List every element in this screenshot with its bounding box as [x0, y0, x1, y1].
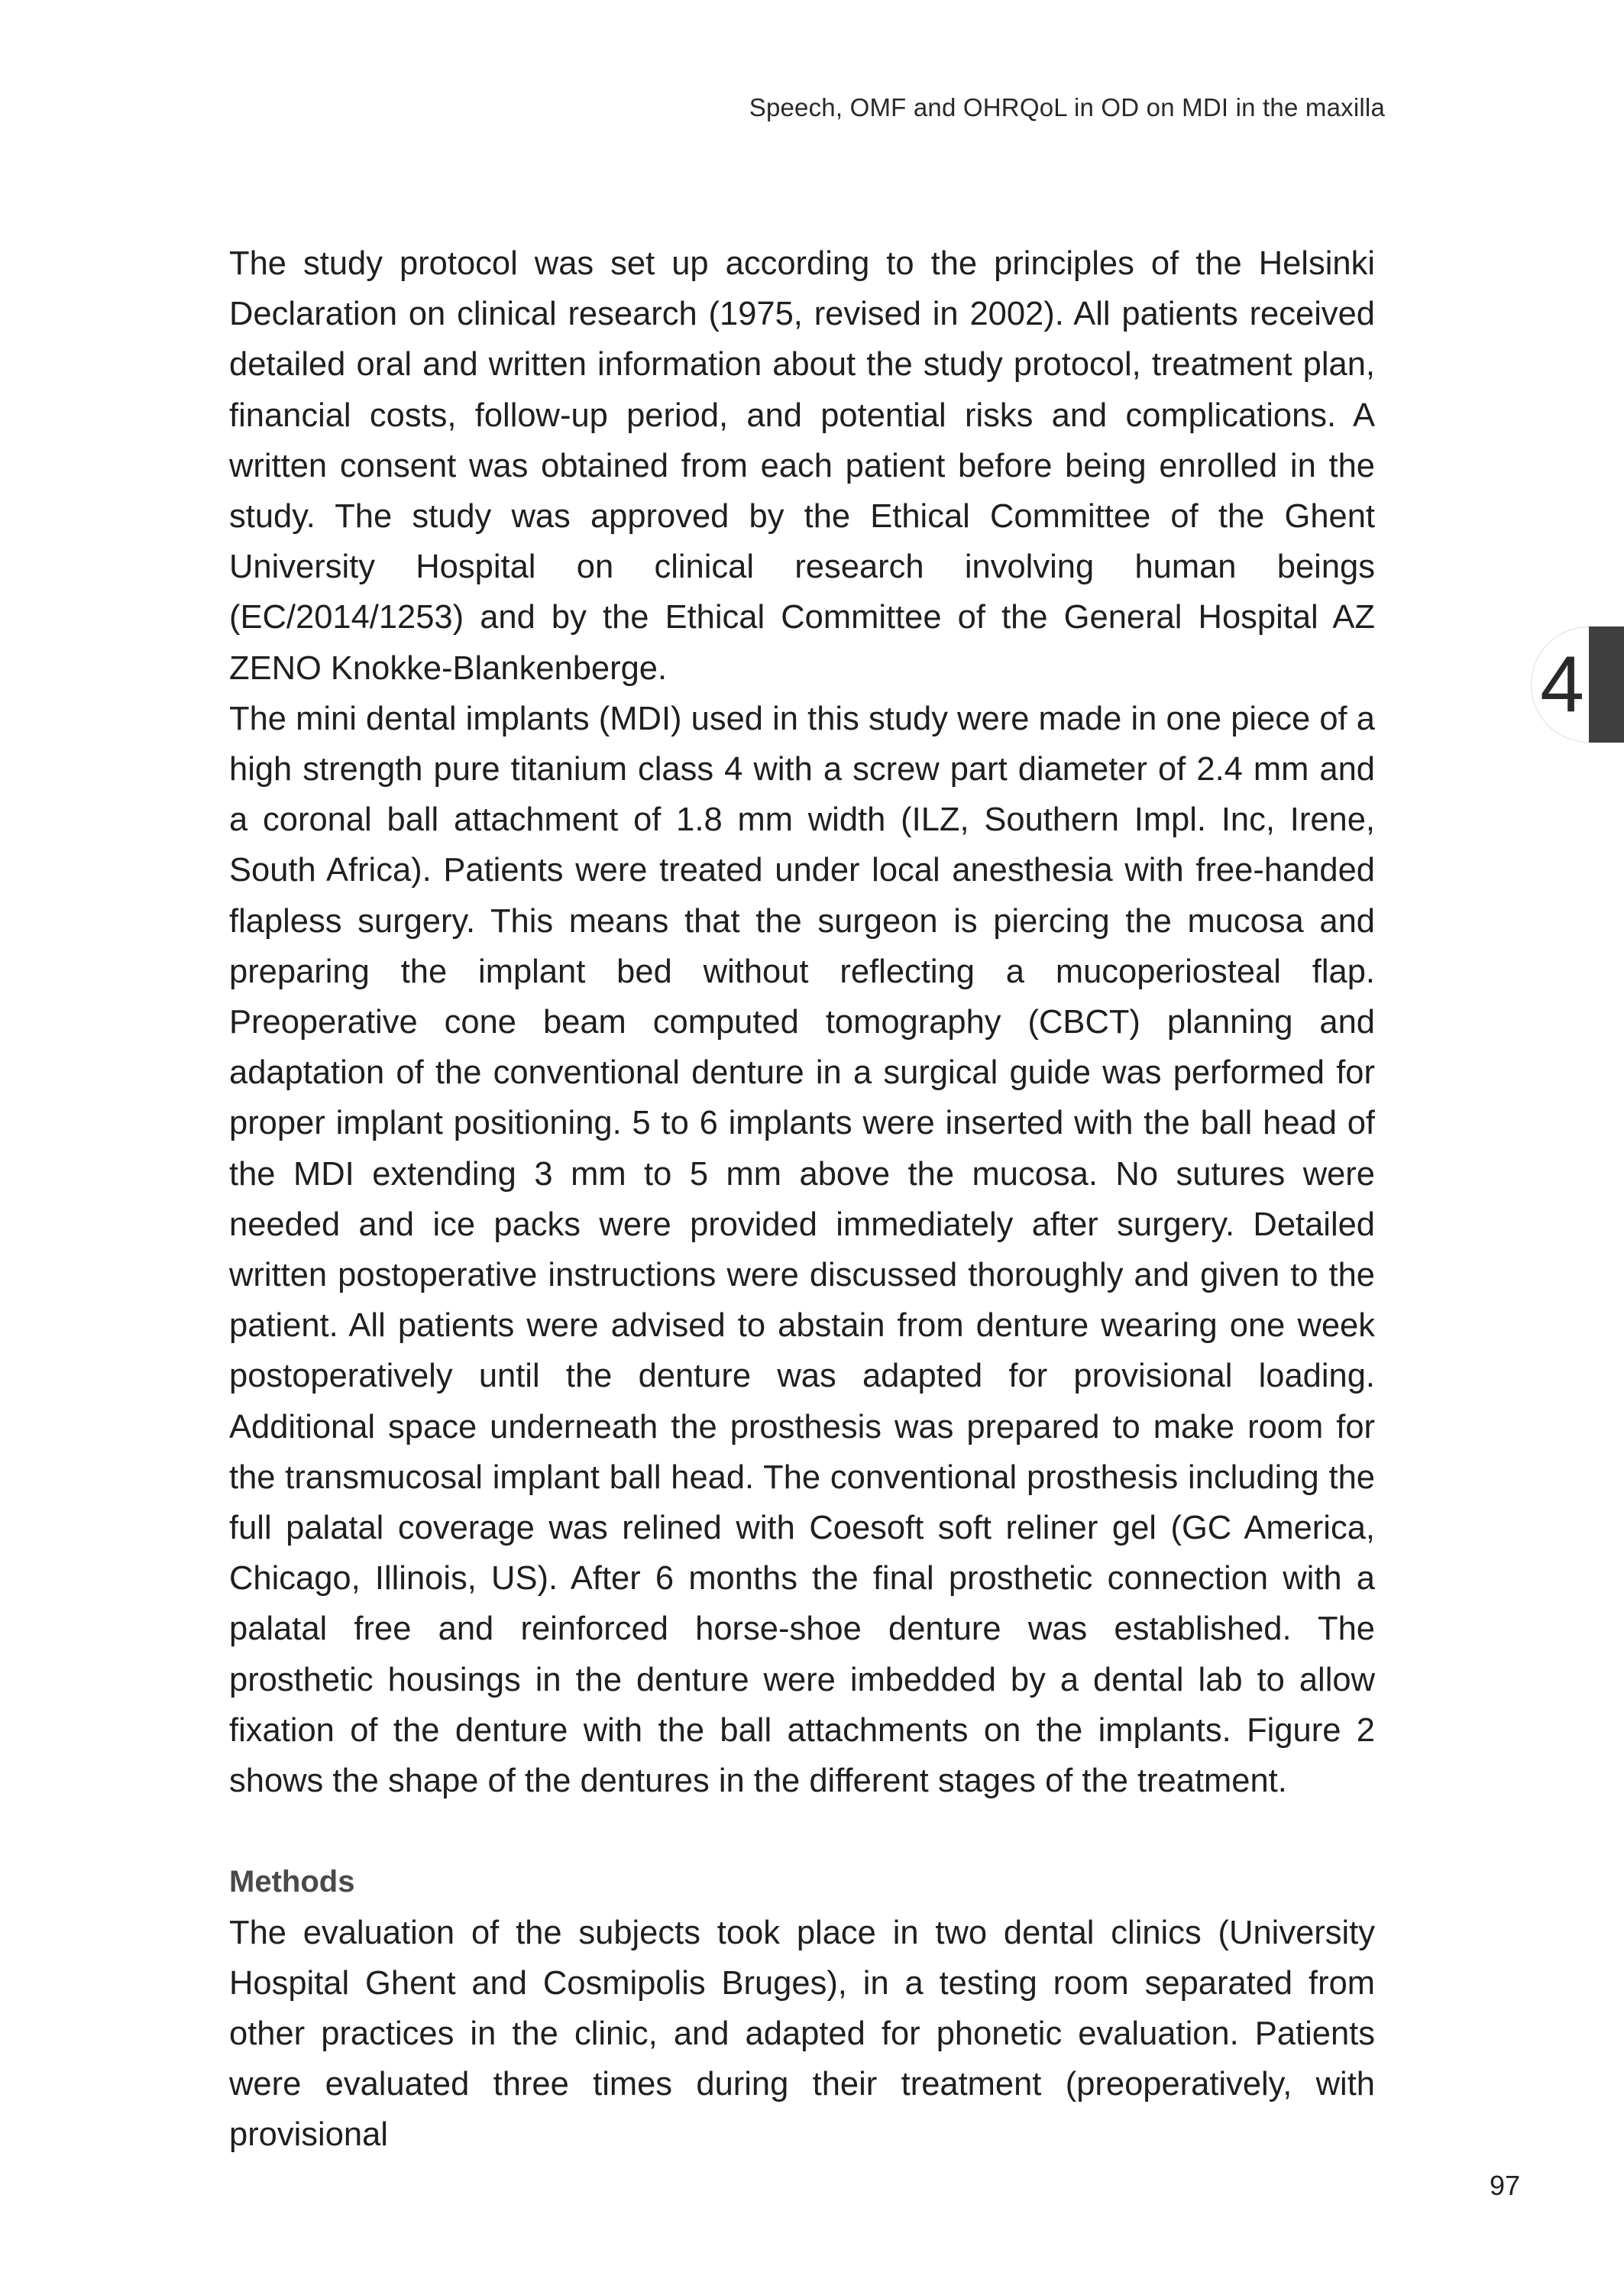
- body-paragraph-implants: The mini dental implants (MDI) used in this study were made in one piece of a high strength pure titanium class 4 with a screw part diameter of 2.4 mm and a coronal ball attachment of 1.8 mm width (ILZ, Southern Impl. Inc, Irene, South Africa). Patients were treated under local anesthesia with free-handed flapless surgery. This means that the surgeon is piercing the mucosa and preparing the implant bed without reflecting a mucoperiosteal flap. Preoperative cone beam computed tomography (CBCT) planning and adaptation of the conventional denture in a surgical guide was performed for proper implant positioning. 5 to 6 implants were inserted with the ball head of the MDI extending 3 mm to 5 mm above the mucosa. No sutures were needed and ice packs were provided immediately after surgery. Detailed written postoperative instructions were discussed thoroughly and given to the patient. All patients were advised to abstain from denture wearing one week postoperatively until the denture was adapted for provisional loading. Additional space underneath the prosthesis was prepared to make room for the transmucosal implant ball head. The conventional prosthesis including the full palatal coverage was relined with Coesoft soft reliner gel (GC America, Chicago, Illinois, US). After 6 months the final prosthetic connection with a palatal free and reinforced horse-shoe denture was established. The prosthetic housings in the denture were imbedded by a dental lab to allow fixation of the denture with the ball attachments on the implants. Figure 2 shows the shape of the dentures in the different stages of the treatment.: [229, 700, 1375, 1800]
- chapter-number: 4: [1540, 640, 1584, 729]
- body-paragraph-methods: The evaluation of the subjects took place in two dental clinics (University Hospital Ghent and Cosmipolis Bruges), in a testing room separated from other practices in the clinic, and adapted for phonetic evaluation. Patients were evaluated three times during their treatment (preoperatively, with provisional: [229, 1914, 1375, 2154]
- chapter-tab-marker: [1589, 626, 1624, 743]
- main-content: [229, 238, 1375, 2161]
- running-header: Speech, OMF and OHRQoL in OD on MDI in the maxilla: [749, 93, 1385, 121]
- section-heading-methods: Methods: [229, 1865, 355, 1899]
- body-paragraph-ethics: The study protocol was set up according to the principles of the Helsinki Declaration on clinical research (1975, revised in 2002). All patients received detailed oral and written information about the study protocol, treatment plan, financial costs, follow-up period, and potential risks and complications. A written consent was obtained from each patient before being enrolled in the study. The study was approved by the Ethical Committee of the Ghent University Hospital on clinical research involving human beings (EC/2014/1253) and by the Ethical Committee of the General Hospital AZ ZENO Knokke-Blankenberge.: [229, 245, 1375, 687]
- page-number: 97: [1489, 2170, 1520, 2201]
